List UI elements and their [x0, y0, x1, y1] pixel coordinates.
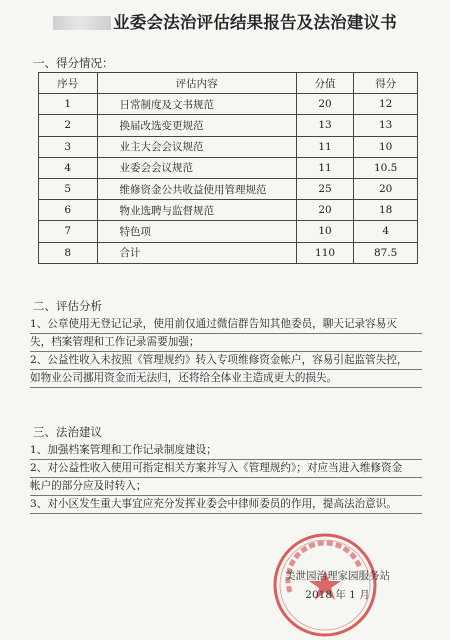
table-row: 6 物业选聘与监督规范 20 18	[39, 200, 418, 221]
suggestions-text	[30, 442, 422, 514]
table-row: 5 维修资金公共收益使用管理规范 25 20	[39, 178, 418, 199]
analysis-line: 失，档案管理和工作记录需要加强；	[30, 334, 422, 352]
section-score-heading: 一、得分情况：	[33, 56, 114, 70]
score-table	[38, 72, 418, 264]
table-header-row	[39, 73, 418, 94]
suggestion-line: 1、加强档案管理和工作记录制度建设；	[30, 442, 422, 460]
redacted-title-prefix	[53, 16, 111, 30]
signature-date: 2018 年 1 月	[305, 589, 370, 601]
analysis-line: 1、公章使用无登记记录，使用前仅通过微信群告知其他委员，聊天记录容易灭	[30, 316, 422, 334]
analysis-line: 如物业公司挪用资金而无法归，还将给全体业主造成更大的损失。	[30, 370, 422, 388]
suggestion-line: 帐户的部分应及时转入；	[30, 478, 422, 496]
analysis-text	[30, 316, 422, 388]
section-suggestions-heading: 三、法治建议	[33, 425, 102, 439]
table-row: 2 换届改选变更规范 13 13	[39, 115, 418, 136]
table-row: 3 业主大会会议规范 11 10	[39, 136, 418, 157]
table-row-total: 8 合计 110 87.5	[39, 242, 418, 263]
signature-block	[285, 567, 390, 605]
analysis-line: 2、公益性收入未按照《管理规约》转入专项维修资金帐户，容易引起监管失控，	[30, 352, 422, 370]
header-points: 分值	[296, 73, 354, 94]
header-index: 序号	[39, 73, 98, 94]
table-row: 7 特色项 10 4	[39, 221, 418, 242]
signature-org: 美泄园治理家园服务站	[285, 570, 390, 582]
document-title: 业委会法治评估结果报告及法治建议书	[0, 9, 450, 33]
suggestion-line: 3、对小区发生重大事宜应充分发挥业委会中律师委员的作用，提高法治意识。	[30, 496, 422, 514]
table-row: 4 业委会会议规范 11 10.5	[39, 157, 418, 178]
section-analysis-heading: 二、评估分析	[33, 299, 102, 313]
header-content: 评估内容	[97, 73, 296, 94]
header-score: 得分	[354, 73, 418, 94]
table-row: 1 日常制度及文书规范 20 12	[39, 94, 418, 115]
suggestion-line: 2、对公益性收入使用可指定相关方案并写入《管理规约》；对应当进入维修资金	[30, 460, 422, 478]
